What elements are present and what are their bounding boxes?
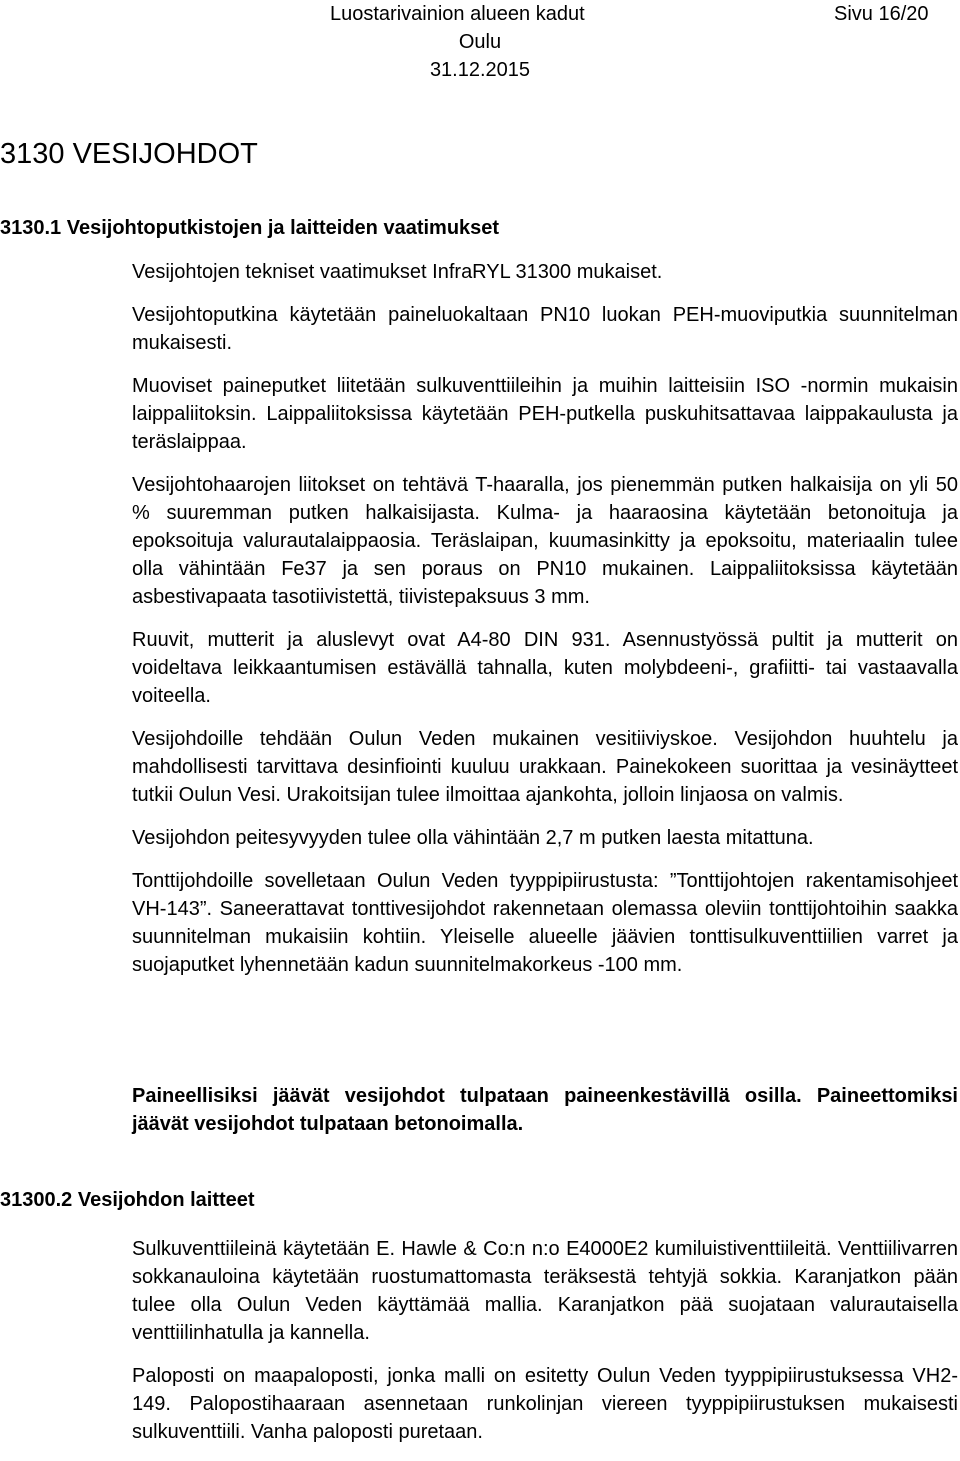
- devices-section: [132, 1235, 958, 1461]
- bold-note: Paineellisiksi jäävät vesijohdot tulpataan paineenkestävillä osilla. Paineettomiksi jäävät vesijohdot tulpataan betonoimalla.: [132, 1085, 958, 1135]
- page-number: Sivu 16/20: [834, 3, 929, 25]
- paragraph: Muoviset paineputket liitetään sulkuventtiileihin ja muihin laitteisiin ISO -normin mukaisin laippaliitoksin. Laippaliitoksissa käytetään PEH-putkella puskuhitsattavaa laippakaulusta ja teräslaippaa.: [132, 375, 958, 453]
- page-header: [0, 0, 960, 80]
- city-name: Oulu: [458, 31, 502, 53]
- section-heading-devices: 31300.2 Vesijohdon laitteet: [0, 1189, 255, 1211]
- paragraph: Vesijohdon peitesyvyyden tulee olla vähintään 2,7 m putken laesta mitattuna.: [132, 827, 814, 849]
- bold-note-block: [132, 1082, 958, 1138]
- paragraph: Vesijohdoille tehdään Oulun Veden mukainen vesitiiviyskoe. Vesijohdon huuhtelu ja mahdollisesti tarvittava desinfiointi kuuluu urakkaan. Painekokeen suorittaa ja vesinäytteet tutkii Oulun Vesi. Urakoitsijan tulee ilmoittaa ajankohta, jolloin linjaosa on valmis.: [132, 728, 958, 806]
- requirements-section: [132, 258, 958, 994]
- paragraph: Vesijohtohaarojen liitokset on tehtävä T-haaralla, jos pienemmän putken halkaisija on yli 50 % suuremman putken halkaisijasta. Kulma- ja haaraosina käytetään betonoituja ja epoksoituja valurautalaippaosia. Teräslaipan, kuumasinkitty ja epoksoitu, materiaalin tulee olla vähintään Fe37 ja sen poraus on PN10 mukainen. Laippaliitoksissa käytetään asbestivapaata tasotiivistettä, tiivistepaksuus 3 mm.: [132, 474, 958, 608]
- section-heading-requirements: 3130.1 Vesijohtoputkistojen ja laitteiden vaatimukset: [0, 217, 500, 239]
- document-title: Luostarivainion alueen kadut: [330, 3, 585, 25]
- document-date: 31.12.2015: [429, 59, 531, 81]
- main-heading: 3130 VESIJOHDOT: [0, 138, 258, 170]
- paragraph: Vesijohtoputkina käytetään paineluokaltaan PN10 luokan PEH-muoviputkia suunnitelman mukaisesti.: [132, 304, 958, 354]
- paragraph: Ruuvit, mutterit ja aluslevyt ovat A4-80 DIN 931. Asennustyössä pultit ja mutterit on voideltava leikkaantumisen estävällä tahnalla, kuten molybdeeni-, grafiitti- tai vastaavalla voiteella.: [132, 629, 958, 707]
- paragraph: Vesijohtojen tekniset vaatimukset InfraRYL 31300 mukaiset.: [132, 261, 663, 283]
- paragraph: Sulkuventtiileinä käytetään E. Hawle & Co:n n:o E4000E2 kumiluistiventtiileitä. Venttiilivarren sokkanauloina käytetään ruostumattomasta teräksestä tehtyjä sokkia. Karanjatkon pään tulee olla Oulun Veden käyttämää mallia. Karanjatkon pää suojataan valurautaisella venttiilinhatulla ja kannella.: [132, 1238, 958, 1344]
- paragraph: Tonttijohdoille sovelletaan Oulun Veden tyyppipiirustusta: ”Tonttijohtojen rakentamisohjeet VH-143”. Saneerattavat tonttivesijohdot rakennetaan olemassa oleviin tonttijohtoihin saakka suunnitelman mukaisiin kohtiin. Yleiselle alueelle jäävien tonttisulkuventtiilien varret ja suojaputket lyhennetään kadun suunnitelmakorkeus -100 mm.: [132, 870, 958, 976]
- paragraph: Paloposti on maapaloposti, jonka malli on esitetty Oulun Veden tyyppipiirustuksessa VH2-149. Palopostihaaraan asennetaan runkolinjan viereen tyyppipiirustuksen mukaisesti sulkuventtiili. Vanha paloposti puretaan.: [132, 1365, 958, 1443]
